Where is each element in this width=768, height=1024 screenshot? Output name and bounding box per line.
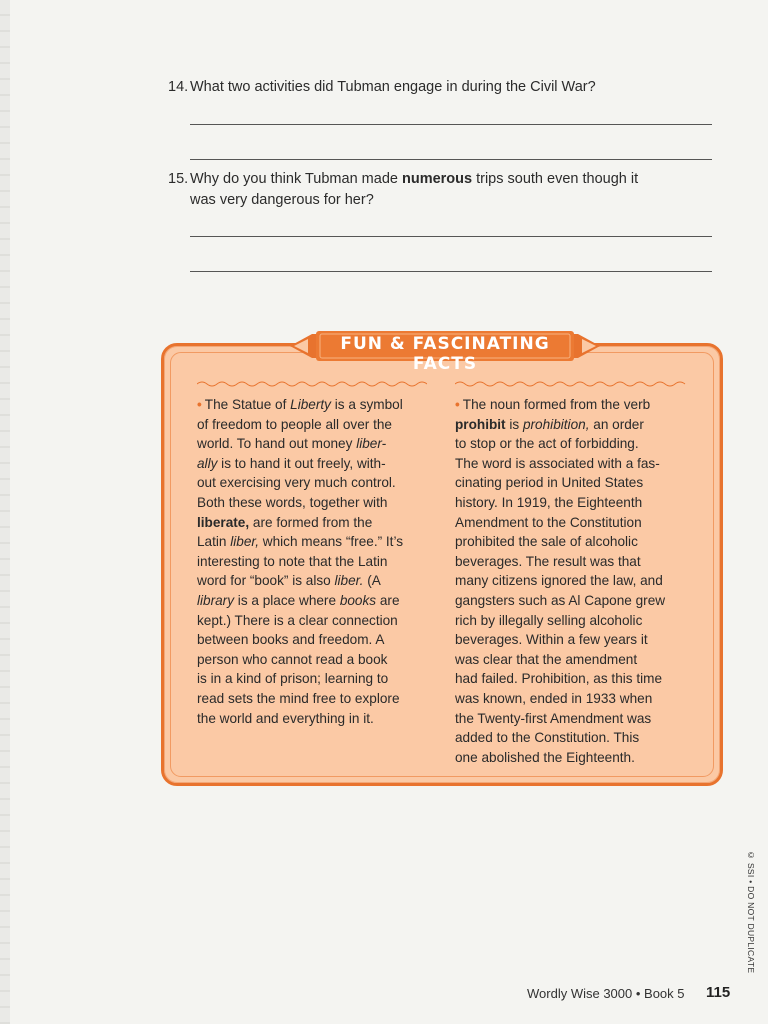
answer-line[interactable] xyxy=(190,271,712,272)
answer-line[interactable] xyxy=(190,124,712,125)
fact-text: person who cannot read a book xyxy=(197,651,388,667)
fact-text: The Statue of xyxy=(204,397,291,412)
italic-word: ally xyxy=(197,455,218,471)
fact-line xyxy=(455,669,686,689)
fact-text: out exercising very much control. xyxy=(197,475,396,491)
bullet-icon: • xyxy=(455,397,460,412)
right-wavy-divider xyxy=(455,380,686,388)
fact-line xyxy=(455,630,686,650)
banner-title: FUN & FASCINATING FACTS xyxy=(340,334,550,374)
fact-text: read sets the mind free to explore xyxy=(197,690,400,706)
italic-word: liber. xyxy=(334,573,364,589)
fact-text: The word is associated with a fas- xyxy=(455,455,660,471)
fact-text: had failed. Prohibition, as this time xyxy=(455,671,663,687)
fact-text: an order xyxy=(589,416,644,432)
question-14-line-1 xyxy=(168,77,596,98)
fact-text: rich by illegally selling alcoholic xyxy=(455,612,643,628)
fact-line xyxy=(455,454,686,474)
copyright-notice: © SSI • DO NOT DUPLICATE xyxy=(746,850,756,974)
fact-text: are xyxy=(376,592,400,608)
fact-line xyxy=(455,709,686,729)
fact-text: the world and everything in it. xyxy=(197,710,374,726)
fact-line xyxy=(455,689,686,709)
fact-line xyxy=(197,611,427,631)
fact-line xyxy=(455,650,686,670)
fact-line xyxy=(197,532,427,552)
fact-line xyxy=(197,650,427,670)
fact-line xyxy=(455,552,686,572)
fact-text: was known, ended in 1933 when xyxy=(455,690,653,706)
fact-line xyxy=(197,473,427,493)
answer-line[interactable] xyxy=(190,236,712,237)
fact-text: beverages. Within a few years it xyxy=(455,632,648,648)
fact-line xyxy=(197,395,427,415)
fact-text: world. To hand out money xyxy=(197,436,357,452)
fact-line xyxy=(197,552,427,572)
fact-text: kept.) There is a clear connection xyxy=(197,612,398,628)
fact-line xyxy=(197,630,427,650)
fact-text: is a place where xyxy=(234,592,340,608)
fact-line xyxy=(455,493,686,513)
page-binding-edge xyxy=(0,0,10,1024)
fact-line xyxy=(197,415,427,435)
fact-text: to stop or the act of forbidding. xyxy=(455,436,639,452)
fact-line xyxy=(455,473,686,493)
question-14 xyxy=(168,77,596,98)
fact-text: is xyxy=(505,416,523,432)
fact-text: (A xyxy=(363,573,381,589)
fact-text: Both these words, together with xyxy=(197,494,388,510)
fact-line xyxy=(197,689,427,709)
fact-text: which means “free.” It’s xyxy=(258,534,404,550)
fact-text: is to hand it out freely, with- xyxy=(217,455,386,471)
fact-text: The noun formed from the verb xyxy=(462,397,651,412)
vocab-word-numerous: numerous xyxy=(401,171,473,187)
fact-liberty xyxy=(197,395,427,728)
italic-word: books xyxy=(339,592,377,608)
fact-text: is in a kind of prison; learning to xyxy=(197,671,389,687)
fact-text: many citizens ignored the law, and xyxy=(455,573,663,589)
fact-line xyxy=(455,434,686,454)
fact-text: Amendment to the Constitution xyxy=(455,514,642,530)
fact-text: history. In 1919, the Eighteenth xyxy=(455,494,643,510)
vocab-word: liberate, xyxy=(197,514,250,530)
fact-line xyxy=(455,571,686,591)
book-title-footer: Wordly Wise 3000 • Book 5 xyxy=(527,986,685,1001)
page-number: 115 xyxy=(706,984,731,1001)
fact-text: word for “book” is also xyxy=(197,573,335,589)
fact-line xyxy=(455,415,686,435)
italic-word: liber- xyxy=(356,436,387,452)
fact-line xyxy=(455,728,686,748)
fact-line xyxy=(197,493,427,513)
fact-text: Latin xyxy=(197,534,231,550)
fact-prohibition xyxy=(455,395,686,767)
italic-word: prohibition, xyxy=(522,416,590,432)
fact-text: gangsters such as Al Capone grew xyxy=(455,592,666,608)
answer-line[interactable] xyxy=(190,159,712,160)
fun-facts-banner xyxy=(290,330,600,374)
fact-text: of freedom to people all over the xyxy=(197,416,392,432)
fact-text: one abolished the Eighteenth. xyxy=(455,749,635,765)
fact-line xyxy=(197,669,427,689)
question-15-line-1 xyxy=(168,169,638,190)
fact-text: was clear that the amendment xyxy=(455,651,638,667)
fact-text: added to the Constitution. This xyxy=(455,730,640,746)
question-15 xyxy=(168,169,638,211)
left-wavy-divider xyxy=(197,380,427,388)
fact-text: are formed from the xyxy=(249,514,373,530)
fact-text: the Twenty-first Amendment was xyxy=(455,710,652,726)
bullet-icon: • xyxy=(197,397,202,412)
question-14-text: What two activities did Tubman engage in during the Civil War? xyxy=(190,79,596,95)
fact-text: beverages. The result was that xyxy=(455,553,641,569)
fact-text: cinating period in United States xyxy=(455,475,644,491)
italic-word: library xyxy=(197,592,235,608)
fact-line xyxy=(197,591,427,611)
fact-line xyxy=(197,513,427,533)
italic-word: liber, xyxy=(230,534,259,550)
fact-line xyxy=(455,513,686,533)
fact-line xyxy=(455,591,686,611)
vocab-word: prohibit xyxy=(455,416,506,432)
question-15-text: Why do you think Tubman made numerous trips south even though it xyxy=(190,171,639,187)
fact-text: interesting to note that the Latin xyxy=(197,553,388,569)
fact-line xyxy=(197,434,427,454)
fact-line xyxy=(455,611,686,631)
fact-line xyxy=(455,532,686,552)
fact-line xyxy=(455,395,686,415)
fact-line xyxy=(197,454,427,474)
question-15-number: 15. xyxy=(168,171,189,187)
fact-text: prohibited the sale of alcoholic xyxy=(455,534,638,550)
fact-line xyxy=(197,709,427,729)
fact-text: between books and freedom. A xyxy=(197,632,385,648)
fact-line xyxy=(455,748,686,768)
italic-word: Liberty xyxy=(290,397,331,412)
fact-text: is a symbol xyxy=(330,397,403,412)
question-14-number: 14. xyxy=(168,79,189,95)
question-15-line-2: was very dangerous for her? xyxy=(190,192,374,208)
fact-line xyxy=(197,571,427,591)
